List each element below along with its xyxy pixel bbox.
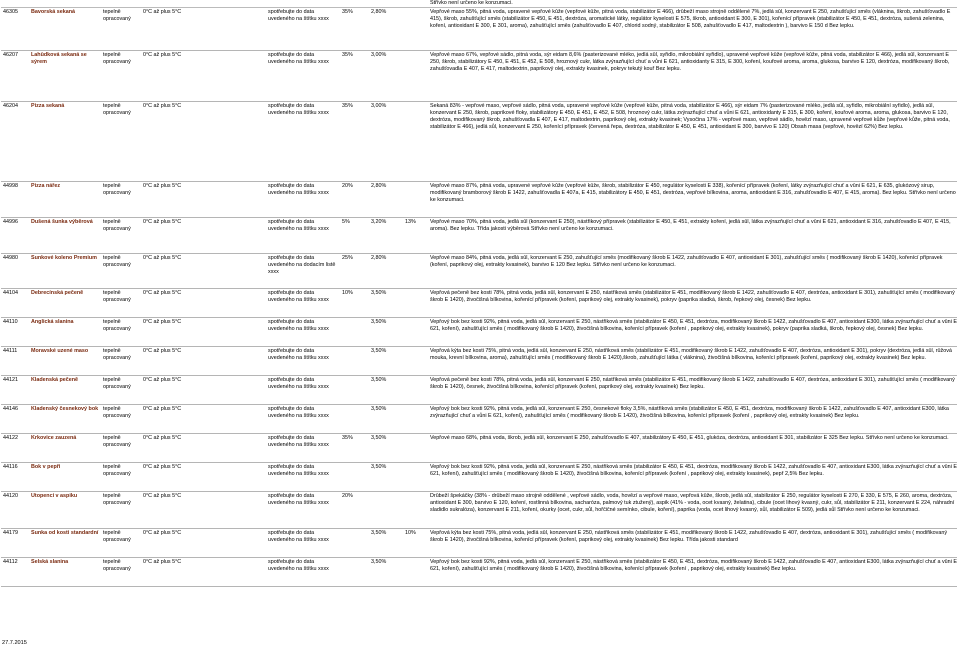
top-note: Střívko není určeno ke konzumaci.: [430, 0, 513, 6]
cell-kind: tepelně opracovaný: [103, 52, 131, 66]
cell-p2: 3,50%: [371, 435, 387, 441]
footer-date: 27.7.2015: [2, 640, 27, 646]
cell-use: spotřebujte do data uvedeného na štítku xxxx: [268, 183, 329, 197]
cell-temp: 0°C až plus 5°C: [143, 219, 182, 225]
cell-desc: Vepřové maso 70%, pitná voda, jedlá sůl (konzervant E 250), nástřikový přípravek (stabilizátor E 450, E 451, extrakty koření, jedlá sůl, látka zvýrazňující chuť a vůni E 621, antioxidant E 316, zahušťovadlo E 407, E 415, aroma). Bez lepku. Třída jakosti výběrová Střívko není určeno ke konzumaci.: [430, 219, 951, 233]
cell-p1: 20%: [342, 183, 353, 189]
cell-kind: tepelně opracovaný: [103, 493, 131, 507]
cell-use: spotřebujte do data uvedeného na štítku xxxx: [268, 530, 329, 544]
cell-temp: 0°C až plus 5°C: [143, 435, 182, 441]
cell-code: 44122: [3, 435, 18, 441]
cell-name: Šunkové koleno Premium: [31, 255, 97, 261]
cell-use: spotřebujte do data uvedeného na štítku xxxx: [268, 406, 329, 420]
cell-p2: 3,50%: [371, 406, 387, 412]
cell-name: Anglická slanina: [31, 319, 74, 325]
cell-kind: tepelně opracovaný: [103, 103, 131, 117]
table-row: [1, 289, 957, 318]
table-row: [1, 434, 957, 463]
cell-temp: 0°C až plus 5°C: [143, 319, 182, 325]
cell-code: 44111: [3, 348, 18, 354]
cell-temp: 0°C až plus 5°C: [143, 493, 182, 499]
cell-p2: 3,50%: [371, 319, 387, 325]
cell-temp: 0°C až plus 5°C: [143, 464, 182, 470]
cell-kind: tepelně opracovaný: [103, 377, 131, 391]
cell-temp: 0°C až plus 5°C: [143, 290, 182, 296]
table-row: [1, 8, 957, 51]
cell-p2: 3,20%: [371, 219, 387, 225]
cell-temp: 0°C až plus 5°C: [143, 530, 182, 536]
table-row: [1, 318, 957, 347]
cell-desc: Vepřové maso 84%, pitná voda, jedlá sůl, konzervant E 250, zahušťující směs (modifikovaný škrob E 1422, zahušťovadlo E 407, antioxidant E 301), zahušťující směs ( modifikovaný škrob E 1420), kořenící přípravek (koření, paprikový olej, extrakty kvasinek), barvivo E 120 Bez lepku. Střívko není určeno ke konzumaci.: [430, 255, 943, 269]
table-row: [1, 529, 957, 558]
cell-temp: 0°C až plus 5°C: [143, 183, 182, 189]
table-row: [1, 347, 957, 376]
cell-name: Dušená šunka výběrová: [31, 219, 93, 225]
cell-use: spotřebujte do data uvedeného na štítku xxxx: [268, 52, 329, 66]
cell-p2: 2,80%: [371, 183, 387, 189]
cell-p3: 10%: [405, 530, 416, 536]
cell-kind: tepelně opracovaný: [103, 290, 131, 304]
table-row: [1, 558, 957, 587]
cell-kind: tepelně opracovaný: [103, 559, 131, 573]
cell-desc: Vepřový bok bez kosti 92%, pitná voda, jedlá sůl, konzervant E 250, nástřiková směs (stabilizátor E 450, E 451, dextróza, modifikovaný škrob E 1422, zahušťovadlo E 407, antioxidant E300, látka zvýrazňující chuť a vůni E 621, koření), zahušťující směs ( modifikovaný škrob E 1420), živočišná bílkovina, kořenící přípravek (koření , paprikový olej, extrakty kvasinek), pokryv (paprika sladká, škrob, řepkový olej, česnek) Bez lepku.: [430, 319, 957, 333]
cell-name: Pizza sekaná: [31, 103, 65, 109]
cell-desc: Vepřová pečeně bez kosti 78%, pitná voda, jedlá sůl, konzervant E 250, nástřiková směs (stabilizátor E 451, modifikovaný škrob E 1422, zahušťovadlo E 407, dextróza, antioxidant E 301), zahušťující směs ( modifikovaný škrob E 1420), česnek, živočišná bílkovina, kořenící přípravek (koření, paprikový olej, extrakty kvasinek) Bez lepku.: [430, 377, 955, 391]
cell-use: spotřebujte do data uvedeného na štítku xxxx: [268, 103, 329, 117]
cell-kind: tepelně opracovaný: [103, 530, 131, 544]
cell-name: Pizza nářez: [31, 183, 61, 189]
cell-name: Utopenci v aspiku: [31, 493, 78, 499]
cell-desc: Vepřový bok bez kosti 92%, pitná voda, jedlá sůl, konzervant E 250, nástřiková směs (stabilizátor E 450, E 451, dextróza, modifikovaný škrob E 1422, zahušťovadlo E 407, antioxidant E300, látka zvýrazňující chuť a vůni E 621, koření), zahušťující směs ( modifikovaný škrob E 1420), živočišná bílkovina, kořenící přípravek (koření , paprikový olej, extrakty kvasinek), pepř 2,5% Bez lepku.: [430, 464, 957, 478]
cell-use: spotřebujte do data uvedeného na dodacím listě xxxx: [268, 255, 336, 276]
cell-kind: tepelně opracovaný: [103, 9, 131, 23]
cell-p2: 2,80%: [371, 255, 387, 261]
cell-p2: 3,50%: [371, 559, 387, 565]
cell-code: 46204: [3, 103, 18, 109]
cell-name: Moravské uzené maso: [31, 348, 89, 354]
cell-use: spotřebujte do data uvedeného na štítku xxxx: [268, 9, 329, 23]
cell-name: Šunka od kosti standardní: [31, 530, 99, 536]
cell-kind: tepelně opracovaný: [103, 319, 131, 333]
cell-temp: 0°C až plus 5°C: [143, 559, 182, 565]
cell-code: 44120: [3, 493, 18, 499]
cell-code: 44104: [3, 290, 18, 296]
cell-use: spotřebujte do data uvedeného na štítku xxxx: [268, 348, 329, 362]
cell-use: spotřebujte do data uvedeného na štítku xxxx: [268, 290, 329, 304]
cell-desc: Vepřový bok bez kosti 92%, pitná voda, jedlá sůl, konzervant E 250, česnekové floky 3,5%, nástřiková směs (stabilizátor E 450, E 451, dextróza, modifikovaný škrob E 1422, zahušťovadlo E 407, antioxidant E300, látka zvýrazňující chuť a vůni E 621, koření), zahušťující směs ( modifikovaný škrob E 1420), živočišná bílkovina, kořenící přípravek (koření , paprikový olej, extrakty kvasinek) Bez lepku.: [430, 406, 949, 420]
cell-temp: 0°C až plus 5°C: [143, 103, 182, 109]
cell-p2: 3,50%: [371, 530, 387, 536]
product-spec-sheet: [1, 0, 957, 587]
table-row: [1, 405, 957, 434]
cell-kind: tepelně opracovaný: [103, 406, 131, 420]
cell-temp: 0°C až plus 5°C: [143, 9, 182, 15]
cell-kind: tepelně opracovaný: [103, 183, 131, 197]
cell-desc: Sekaná 83% - vepřové maso, vepřové sádlo, pitná voda, upravené vepřové kůže (vepřové kůže, pitná voda, stabilizátor E 466), sýr eidam 7% (pasterizované mléko, jedlá sůl, syřidlo, mikrobiální syřidlo), jedlá sůl, konzervant E 250, škrob, paprikové floky, stabilizátory E 450, E 451, E 452, E 508, hroznový cukr, látka zvýrazňující chuť a vůni E 621, antioxidanty E 315, E 300, koření, kouřové aroma, aroma, glukosa, barvivo E 120, dextróza, modifikovaný škrob, zahušťovadla E 407, E 417, maltodextrin, paprikový olej, extrakty kvasinek; Vysočina 17% - vepřové maso, vepřové sádlo, hovězí maso, upravené vepřové kůže (vepřové kůže, pitná voda, stabilizátor E 466), jedlá sůl, konzervant E 250, kořenící přípravek (červená řepa, dextróza, stabilizátor E 450, E 451, antioxidant E 300, barvivo E 120) Obsah masa (vepřové, hovězí 62%) Bez lepku.: [430, 103, 950, 131]
table-row: [1, 492, 957, 529]
cell-p1: 35%: [342, 52, 353, 58]
table-row: [1, 463, 957, 492]
cell-p1: 10%: [342, 290, 353, 296]
cell-desc: Vepřová kýta bez kosti 75%, pitná voda, jedlá sůl, konzervant E 250, nástřiková směs (stabilizátor E 451, modifikovaný škrob E 1422, zahušťovadlo E 407, dextróza, antioxidant E 301), zahušťující směs ( modifikovaný škrob E 1420), živočišná bílkovina, kořenící přípravek (koření, paprikový olej, extrakty kvasinek) Bez lepku. Třída jakosti standard: [430, 530, 948, 544]
cell-desc: Vepřové maso 67%, vepřové sádlo, pitná voda, sýr eidam 8,6% (pasterizované mléko, jedlá sůl, syřidlo, mikrobiální syřidlo), upravené vepřové kůže (vepřové kůže, pitná voda, stabilizátor E 466), jedlá sůl, konzervant E 250, škrob, stabilizátory E 450, E 451, E 452, E 508, hroznový cukr, látka zvýrazňující chuť a vůni E 621, antioxidanty E 315, E 300, koření, kouřové aroma, aroma, glukosa, barvivo E 120, dextróza, modifikovaný škrob, zahušťovadla E 407, E 417, maltodextrin, paprikový olej, extrakty kvasinek, pokryv tekutý kouř Bez lepku.: [430, 52, 950, 73]
product-rows: [1, 8, 957, 587]
cell-name: Debrecínská pečeně: [31, 290, 84, 296]
cell-p2: 3,00%: [371, 103, 387, 109]
cell-name: Lahůdková sekaná se sýrem: [31, 52, 87, 66]
cell-name: Kladenská pečeně: [31, 377, 79, 383]
cell-desc: Vepřová kýta bez kosti 75%, pitná voda, jedlá sůl, konzervant E 250, nástřiková směs (stabilizátor E 451, modifikovaný škrob E 1422, zahušťovadlo E 407, dextróza, antioxidant E 301), pokryv (dextróza, jedlá sůl, růžová mouka, krevní bílkovina, aroma), zahušťující směs ( modifikovaný škrob E 1420),škrob, zahušťující látka ( vláknina), živočišná bílkovina, kořenící přípravek (koření, paprikový olej, extrakty kvasinek) Bez lepku.: [430, 348, 952, 362]
top-row: [1, 0, 957, 8]
cell-name: Kladenský česnekový bok: [31, 406, 99, 412]
cell-code: 44146: [3, 406, 18, 412]
cell-code: 44179: [3, 530, 18, 536]
cell-name: Selská slanina: [31, 559, 69, 565]
cell-temp: 0°C až plus 5°C: [143, 255, 182, 261]
cell-code: 46207: [3, 52, 18, 58]
cell-kind: tepelně opracovaný: [103, 219, 131, 233]
cell-p1: 35%: [342, 103, 353, 109]
cell-desc: Vepřový bok bez kosti 92%, pitná voda, jedlá sůl, konzervant E 250, nástřiková směs (stabilizátor E 450, E 451, dextróza, modifikovaný škrob E 1422, zahušťovadlo E 407, antioxidant E300, látka zvýrazňující chuť a vůni E 621, koření), zahušťující směs ( modifikovaný škrob E 1420), živočišná bílkovina, kořenící přípravek (koření , paprikový olej, extrakty kvasinek) Bez lepku.: [430, 559, 957, 573]
cell-desc: Vepřové maso 68%, pitná voda, škrob, jedlá sůl, konzervant E 250, zahušťovadlo E 407, stabilizátory E 450, E 451, glukóza, dextróza, antioxidant E 301, stabilizátor E 325 Bez lepku. Střívko není určeno ke konzumaci.: [430, 435, 949, 441]
cell-code: 44998: [3, 183, 18, 189]
cell-temp: 0°C až plus 5°C: [143, 406, 182, 412]
cell-code: 44110: [3, 319, 18, 325]
cell-p2: 3,00%: [371, 52, 387, 58]
cell-temp: 0°C až plus 5°C: [143, 52, 182, 58]
table-row: [1, 376, 957, 405]
cell-code: 44121: [3, 377, 18, 383]
table-row: [1, 102, 957, 182]
cell-use: spotřebujte do data uvedeného na štítku xxxx: [268, 377, 329, 391]
cell-use: spotřebujte do data uvedeného na štítku xxxx: [268, 319, 329, 333]
cell-p2: 3,50%: [371, 290, 387, 296]
cell-desc: Vepřové maso 87%, pitná voda, upravené vepřové kůže (vepřové kůže, škrob, stabilizátor E 450, regulátor kyselosti E 338), kořenící přípravek (koření, látky zvýrazňující chuť a vůni E 621, E 635, glukózový sirup, modifikovaný bramborový škrob E 1422, zahušťovadla E 407a, E 415, stabilizátory E 450, E 451, dextróza, vepřové bílkovina, aroma, antioxidant E 316, zahušťovadlo E 407, E 415, aroma). Bez lepku. Střívko není určeno ke konzumaci.: [430, 183, 956, 204]
cell-p1: 20%: [342, 493, 353, 499]
cell-p1: 35%: [342, 435, 353, 441]
cell-kind: tepelně opracovaný: [103, 348, 131, 362]
cell-p3: 13%: [405, 219, 416, 225]
table-row: [1, 51, 957, 102]
cell-desc: Drůbeží špekáčky (38% - drůbeží maso strojně oddělené , vepřové sádlo, voda, hovězí a vepřové maso, vepřová kůže, škrob, jedlá sůl, stabilizátor E 250, regulátor kyselosti E 270, E 330, E 575, E 260, aroma, dextróza, antioxidant E 300, barvivo E 120, koření, rostlinná bílkovina, sacharóza, palmový tuk ztužený), aspik (41% - voda, ocet kvasný, želatina), cibule (ocet lihový kvasný, cukr, sůl, stabilizátor E 211, konzervant E 224, náhradní sladidlo sukralóza), konzervant E 211, koření, okurky (ocet, cukr, sůl, hořčičné semínko, cibule, koření), paprika (voda, ocet lihový kvasný, sůl, stabilizátor E 509), jedlá sůl Střívko není určeno ke konzumaci.: [430, 493, 955, 514]
cell-use: spotřebujte do data uvedeného na štítku xxxx: [268, 435, 329, 449]
cell-kind: tepelně opracovaný: [103, 464, 131, 478]
cell-p2: 3,50%: [371, 464, 387, 470]
table-row: [1, 182, 957, 218]
table-row: [1, 218, 957, 254]
cell-temp: 0°C až plus 5°C: [143, 377, 182, 383]
cell-name: Krkovice zauzená: [31, 435, 77, 441]
cell-code: 46305: [3, 9, 18, 15]
cell-code: 44996: [3, 219, 18, 225]
cell-use: spotřebujte do data uvedeného na štítku xxxx: [268, 559, 329, 573]
cell-p2: 3,50%: [371, 377, 387, 383]
cell-use: spotřebujte do data uvedeného na štítku xxxx: [268, 493, 329, 507]
cell-name: Bok v pepři: [31, 464, 61, 470]
cell-use: spotřebujte do data uvedeného na štítku xxxx: [268, 464, 329, 478]
cell-p1: 5%: [342, 219, 350, 225]
cell-p2: 2,80%: [371, 9, 387, 15]
cell-desc: Vepřové maso 55%, pitná voda, upravené vepřové kůže (vepřové kůže, pitná voda, stabilizátor E 466), drůbeží maso strojně oddělené 7%, jedlá sůl, konzervant E 250, zahušťující směs (vláknina, škrob, zahušťovadlo E 415), škrob, zahušťující směs (stabilizátor E 450, E 451, dextróza, aromatické látky, regulátor kyselosti E 575, škrob, antioxidant E 300, E 301), kořenící přípravek (stabilizátor E 450, E 451, dextróza, sušená zelenina, koření, antioxidant E 300, E 301, aroma), zahušťující směs (zahušťovadlo E 407, chlorid sodný, stabilizátor E 508, zahušťovadlo E 417, maltodextrin ), barvivo E 150 d Bez lepku.: [430, 9, 951, 30]
cell-use: spotřebujte do data uvedeného na štítku xxxx: [268, 219, 329, 233]
cell-temp: 0°C až plus 5°C: [143, 348, 182, 354]
cell-code: 44116: [3, 464, 18, 470]
cell-code: 44112: [3, 559, 18, 565]
cell-kind: tepelně opracovaný: [103, 255, 131, 269]
cell-code: 44980: [3, 255, 18, 261]
cell-p1: 35%: [342, 9, 353, 15]
cell-p2: 3,50%: [371, 348, 387, 354]
table-row: [1, 254, 957, 289]
cell-name: Bavorská sekaná: [31, 9, 76, 15]
cell-p1: 25%: [342, 255, 353, 261]
cell-kind: tepelně opracovaný: [103, 435, 131, 449]
cell-desc: Vepřová pečeně bez kosti 78%, pitná voda, jedlá sůl, konzervant E 250, nástřiková směs (stabilizátor E 451, modifikovaný škrob E 1422, zahušťovadlo E 407, dextróza, antioxidant E 301), zahušťující směs ( modifikovaný škrob E 1420), živočišná bílkovina, kořenící přípravek (koření, paprikový olej, extrakty kvasinek), pokryv (paprika sladká, škrob, řepkový olej, česnek) Bez lepku.: [430, 290, 955, 304]
